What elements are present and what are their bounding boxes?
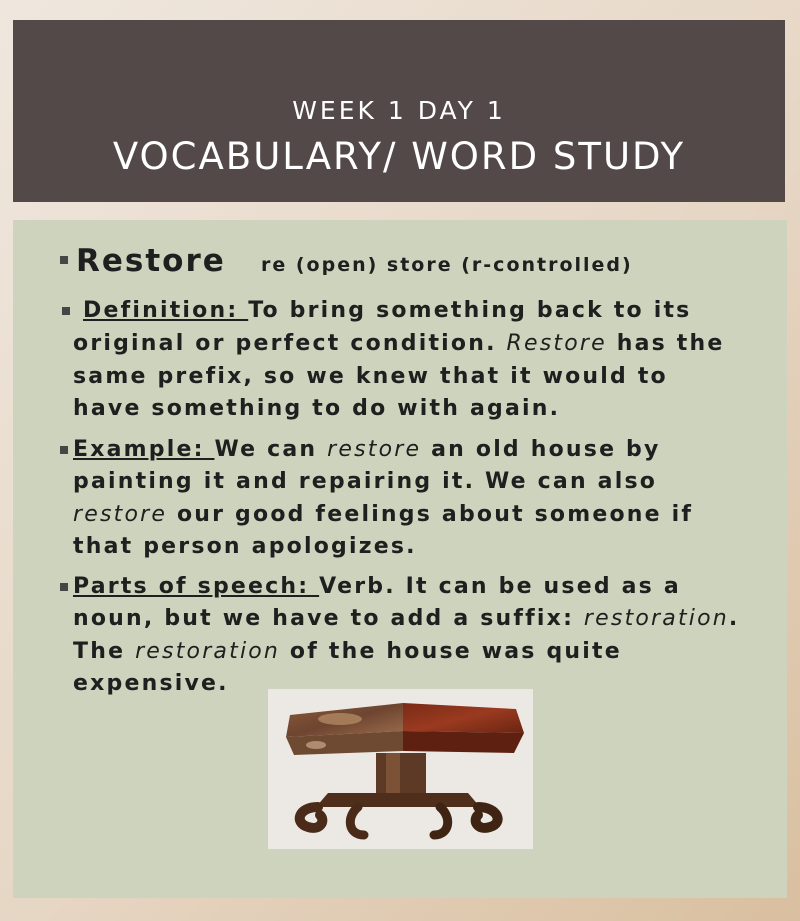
slide-subtitle: WEEK 1 DAY 1 bbox=[292, 96, 506, 125]
pos-line-4: expensive. bbox=[73, 671, 229, 696]
title-banner bbox=[13, 20, 785, 202]
pos-line-2: noun, but we have to add a suffix: restoration. bbox=[73, 606, 740, 631]
bullet-icon bbox=[62, 307, 70, 315]
bullet-icon bbox=[60, 583, 68, 591]
vocab-word: Restore bbox=[76, 243, 226, 279]
content-panel bbox=[13, 220, 787, 898]
slide-title: VOCABULARY/ WORD STUDY bbox=[112, 135, 686, 178]
definition-label: Definition: bbox=[83, 298, 249, 323]
definition-line-1: Definition: To bring something back to its bbox=[83, 298, 692, 323]
example-line-4: that person apologizes. bbox=[73, 534, 417, 559]
restored-table-photo bbox=[268, 689, 533, 849]
bullet-icon bbox=[60, 446, 68, 454]
example-line-2: painting it and repairing it. We can also bbox=[73, 469, 658, 494]
pos-label: Parts of speech: bbox=[73, 574, 320, 599]
definition-line-4: have something to do with again. bbox=[73, 396, 561, 421]
example-label: Example: bbox=[73, 437, 215, 462]
syllable-breakdown: re (open) store (r-controlled) bbox=[261, 254, 633, 276]
antique-table-illustration bbox=[268, 689, 533, 849]
pos-line-1: Parts of speech: Verb. It can be used as a bbox=[73, 574, 681, 599]
bullet-icon bbox=[60, 256, 68, 264]
definition-line-3: same prefix, so we knew that it would to bbox=[73, 364, 668, 389]
example-line-3: restore our good feelings about someone if bbox=[73, 502, 694, 527]
pos-line-3: The restoration of the house was quite bbox=[73, 639, 622, 664]
example-line-1: Example: We can restore an old house by bbox=[73, 437, 661, 462]
definition-line-2: original or perfect condition. Restore has the bbox=[73, 331, 725, 356]
